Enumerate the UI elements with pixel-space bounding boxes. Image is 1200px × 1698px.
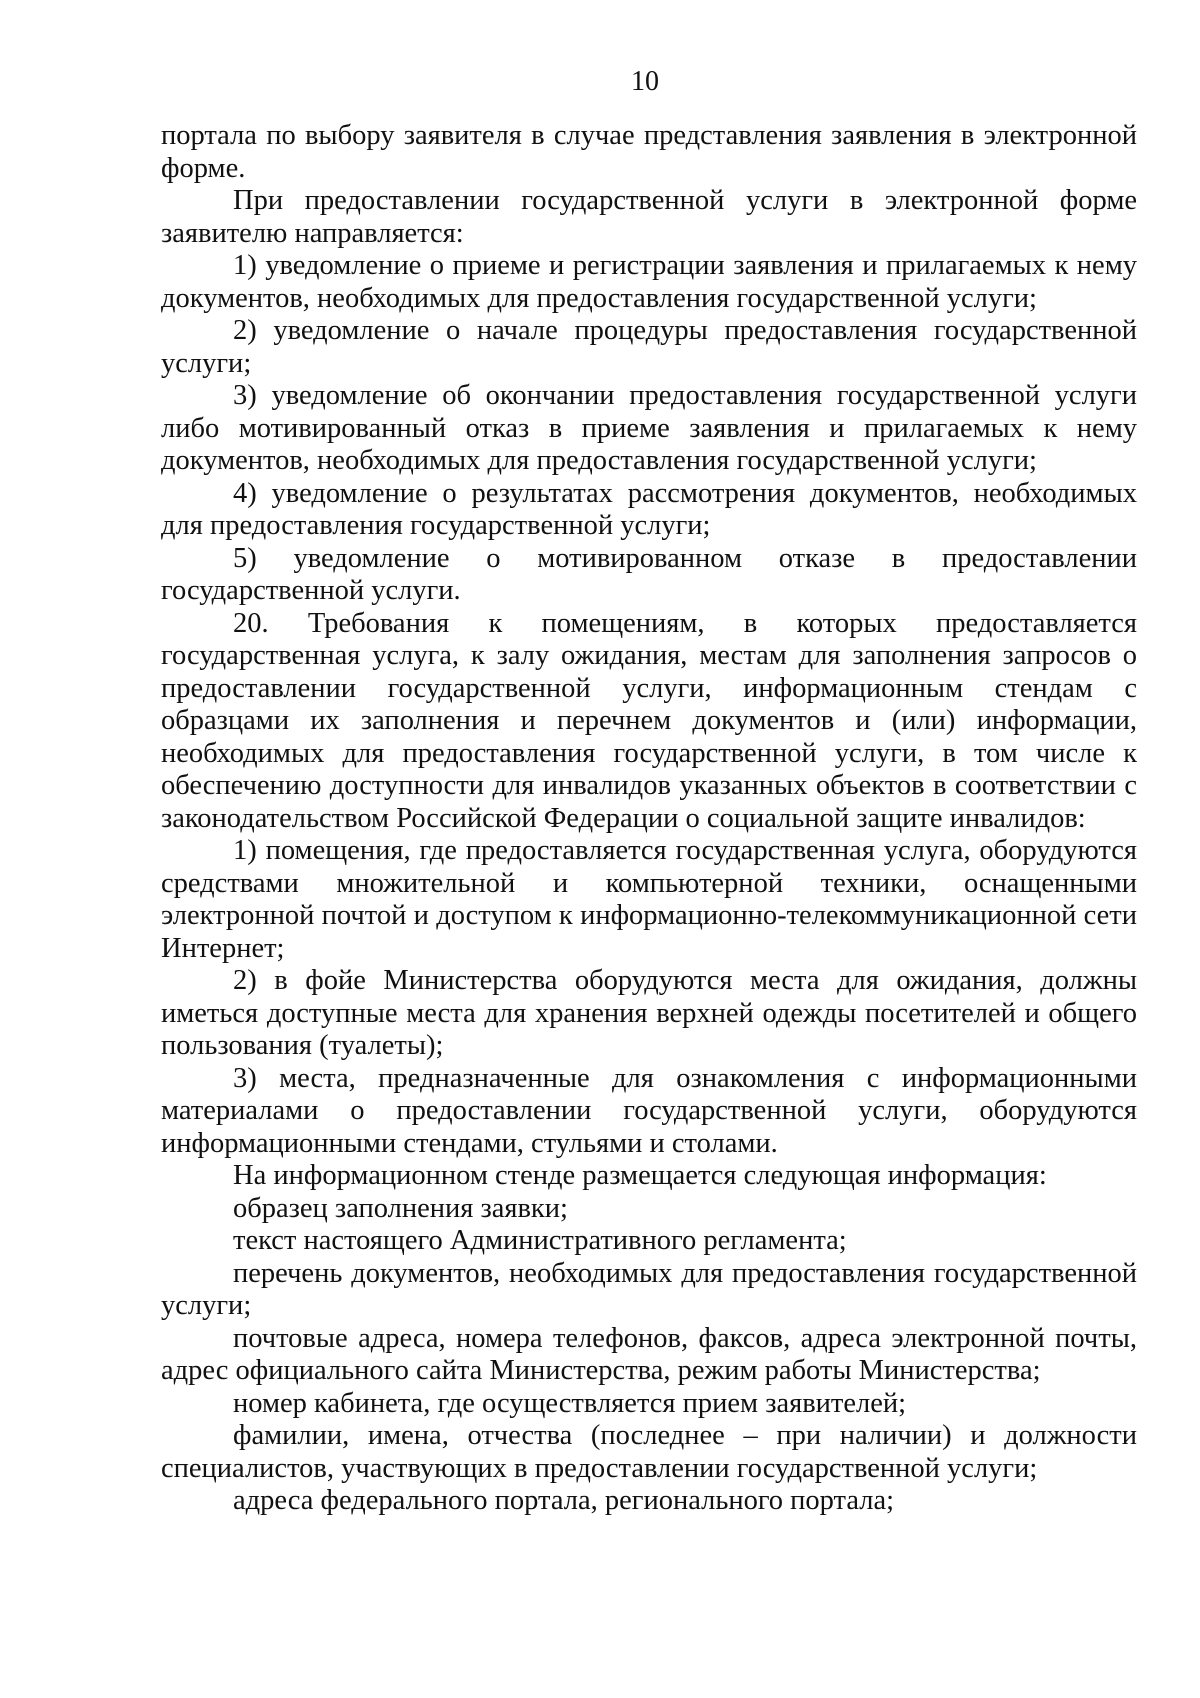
paragraph: На информационном стенде размещается следующая информация: xyxy=(233,1160,1047,1191)
paragraph: портала по выбору заявителя в случае представления заявления в электронной форме. xyxy=(161,120,1137,184)
list-item: адреса федерального портала, регионального портала; xyxy=(233,1485,895,1516)
list-item: 1) уведомление о приеме и регистрации заявления и прилагаемых к нему документов, необходимых для предоставления государственной услуги; xyxy=(161,250,1137,314)
section-paragraph: 20. Требования к помещениям, в которых предоставляется государственная услуга, к залу ожидания, местам для заполнения запросов о предоставлении государственной услуги, информационным стендам с образцами их заполнения и перечнем документов и (или) информации, необходимых для предоставления государственной услуги, в том числе к обеспечению доступности для инвалидов указанных объектов в соответствии с законодательством Российской Федерации о социальной защите инвалидов: xyxy=(161,607,1137,834)
document-body xyxy=(161,120,1137,1518)
list-item: фамилии, имена, отчества (последнее – при наличии) и должности специалистов, участвующих в предоставлении государственной услуги; xyxy=(161,1420,1137,1484)
list-item: 2) в фойе Министерства оборудуются места для ожидания, должны иметься доступные места для хранения верхней одежды посетителей и общего пользования (туалеты); xyxy=(161,965,1137,1061)
list-item: почтовые адреса, номера телефонов, факсов, адреса электронной почты, адрес официального сайта Министерства, режим работы Министерства; xyxy=(161,1322,1137,1386)
list-item: 5) уведомление о мотивированном отказе в предоставлении государственной услуги. xyxy=(161,542,1137,606)
list-item: 2) уведомление о начале процедуры предоставления государственной услуги; xyxy=(161,315,1137,379)
list-item: текст настоящего Административного регламента; xyxy=(233,1225,847,1256)
page-number: 10 xyxy=(631,66,659,97)
list-item: перечень документов, необходимых для предоставления государственной услуги; xyxy=(161,1257,1137,1321)
list-item: 1) помещения, где предоставляется государственная услуга, оборудуются средствами множительной и компьютерной техники, оснащенными электронной почтой и доступом к информационно-телекоммуникационной сети Интернет; xyxy=(161,835,1137,964)
list-item: образец заполнения заявки; xyxy=(233,1192,568,1224)
paragraph: При предоставлении государственной услуги в электронной форме заявителю направляется: xyxy=(161,185,1137,249)
list-item: номер кабинета, где осуществляется прием заявителей; xyxy=(233,1387,907,1419)
list-item: 3) уведомление об окончании предоставления государственной услуги либо мотивированный отказ в приеме заявления и прилагаемых к нему документов, необходимых для предоставления государственной услуги; xyxy=(161,380,1137,476)
list-item: 4) уведомление о результатах рассмотрения документов, необходимых для предоставления государственной услуги; xyxy=(161,477,1137,541)
list-item: 3) места, предназначенные для ознакомления с информационными материалами о предоставлении государственной услуги, оборудуются информационными стендами, стульями и столами. xyxy=(161,1062,1137,1159)
